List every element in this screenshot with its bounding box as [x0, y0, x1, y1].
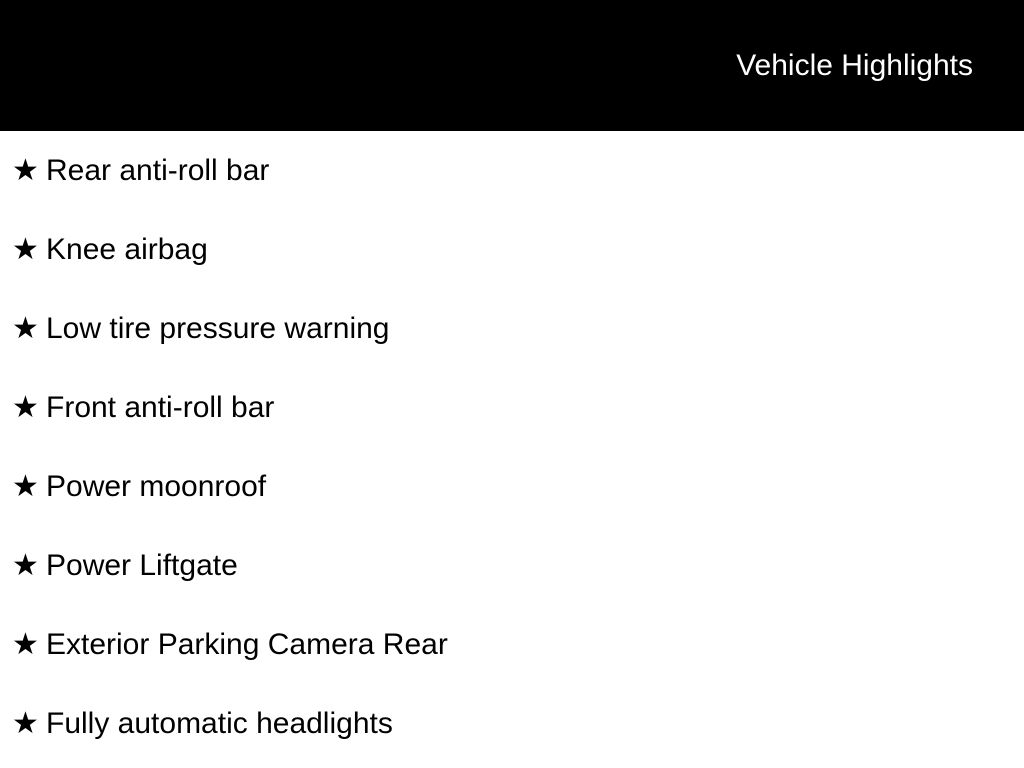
star-icon: ★ [12, 547, 39, 583]
highlight-label: Front anti-roll bar [46, 390, 275, 424]
highlight-label: Low tire pressure warning [46, 311, 390, 345]
star-icon: ★ [12, 626, 39, 662]
list-item [0, 526, 1024, 605]
highlight-label: Power Liftgate [46, 548, 238, 582]
star-icon: ★ [12, 152, 39, 188]
list-item [0, 368, 1024, 447]
page-header [0, 0, 1024, 131]
highlight-label: Power moonroof [46, 469, 267, 503]
star-icon: ★ [12, 468, 39, 504]
star-icon: ★ [12, 310, 39, 346]
list-item [0, 605, 1024, 684]
list-item [0, 447, 1024, 526]
list-item [0, 684, 1024, 763]
highlight-label: Fully automatic headlights [46, 706, 393, 740]
list-item [0, 210, 1024, 289]
highlight-label: Rear anti-roll bar [46, 153, 270, 187]
highlight-label: Exterior Parking Camera Rear [46, 627, 448, 661]
star-icon: ★ [12, 705, 39, 741]
highlight-label: Knee airbag [46, 232, 208, 266]
star-icon: ★ [12, 231, 39, 267]
list-item [0, 131, 1024, 210]
highlights-list [0, 131, 1024, 763]
star-icon: ★ [12, 389, 39, 425]
list-item [0, 289, 1024, 368]
page-title: Vehicle Highlights [736, 48, 973, 82]
